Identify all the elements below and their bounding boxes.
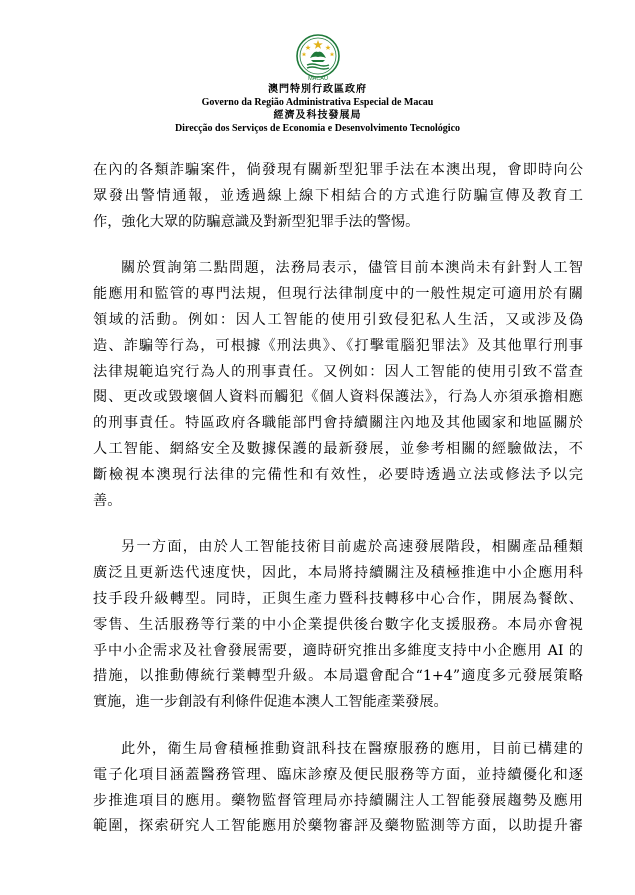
text-line: 的刑事責任。特區政府各職能部門會持續關注內地及其他國家和地區關於 [93, 415, 583, 432]
department-name-portuguese: Direcção dos Serviços de Economia e Desenvolvimento Tecnológico [174, 123, 461, 134]
macao-sar-emblem-icon [295, 34, 341, 82]
text-line: 領域的活動。例如：因人工智能的使用引致侵犯私人生活，又或涉及偽 [93, 311, 583, 328]
paragraph [93, 737, 583, 840]
text-line: 零售、生活服務等行業的中小企業提供後台數字化支援服務。本局亦會視 [93, 616, 583, 633]
text-line: 眾發出警情通報，並透過線上線下相結合的方式進行防騙宣傳及教育工 [93, 187, 583, 204]
text-line: 閱、更改或毀壞個人資料而觸犯《個人資料保護法》，行為人亦須承擔相應 [93, 389, 583, 406]
document-body [93, 158, 583, 861]
text-line: 能應用和監管的專門法規，但現行法律制度中的一般性規定可適用於有關 [93, 286, 583, 303]
text-line: 廣泛且更新迭代速度快，因此，本局將持續關注及積極推進中小企應用科 [93, 565, 583, 582]
text-line: 善。 [93, 492, 122, 509]
paragraph [93, 256, 583, 514]
text-line: 此外，衛生局會積極推動資訊科技在醫療服務的應用，目前已構建的 [121, 740, 583, 757]
text-line: 步推進項目的應用。藥物監督管理局亦持續關注人工智能發展趨勢及應用 [93, 792, 583, 809]
text-line: 實施，進一步創設有利條件促進本澳人工智能產業發展。 [93, 694, 448, 711]
text-line: 範圍，探索研究人工智能應用於藥物審評及藥物監測等方面，以助提升審 [93, 818, 583, 835]
text-line: 關於質詢第二點問題，法務局表示，儘管目前本澳尚未有針對人工智 [121, 260, 583, 277]
government-name-chinese: 澳門特別行政區政府 [268, 84, 367, 95]
government-name-portuguese: Governo da Região Administrativa Especial de Macau [201, 97, 434, 108]
text-line: 技手段升級轉型。同時，正與生產力暨科技轉移中心合作，開展為餐飲、 [93, 590, 583, 607]
emblem-caption: MACAU [307, 76, 328, 82]
paragraph [93, 535, 583, 716]
letterhead [0, 34, 635, 135]
text-line: 電子化項目涵蓋醫務管理、臨床診療及便民服務等方面，並持續優化和逐 [93, 766, 583, 783]
text-line: 法律規範追究行為人的刑事責任。又例如：因人工智能的使用引致不當查 [93, 363, 583, 380]
text-line: 乎中小企需求及社會發展需要，適時研究推出多維度支持中小企應用 AI 的 [93, 642, 583, 659]
text-line: 在內的各類詐騙案件，倘發現有關新型犯罪手法在本澳出現，會即時向公 [93, 162, 583, 178]
text-line: 造、詐騙等行為，可根據《刑法典》、《打擊電腦犯罪法》及其他單行刑事 [93, 337, 583, 354]
text-line: 另一方面，由於人工智能技術目前處於高速發展階段，相關產品種類 [121, 539, 583, 556]
paragraph [93, 158, 583, 235]
text-line: 斷檢視本澳現行法律的完備性和有效性，必要時透過立法或修法予以完 [93, 466, 583, 483]
text-line: 人工智能、網絡安全及數據保護的最新發展，並參考相關的經驗做法，不 [93, 440, 583, 457]
text-line: 措施，以推動傳統行業轉型升級。本局還會配合“1+4”適度多元發展策略 [93, 668, 583, 685]
department-name-chinese: 經濟及科技發展局 [273, 110, 362, 121]
text-line: 作，強化大眾的防騙意識及對新型犯罪手法的警惕。 [93, 213, 420, 230]
